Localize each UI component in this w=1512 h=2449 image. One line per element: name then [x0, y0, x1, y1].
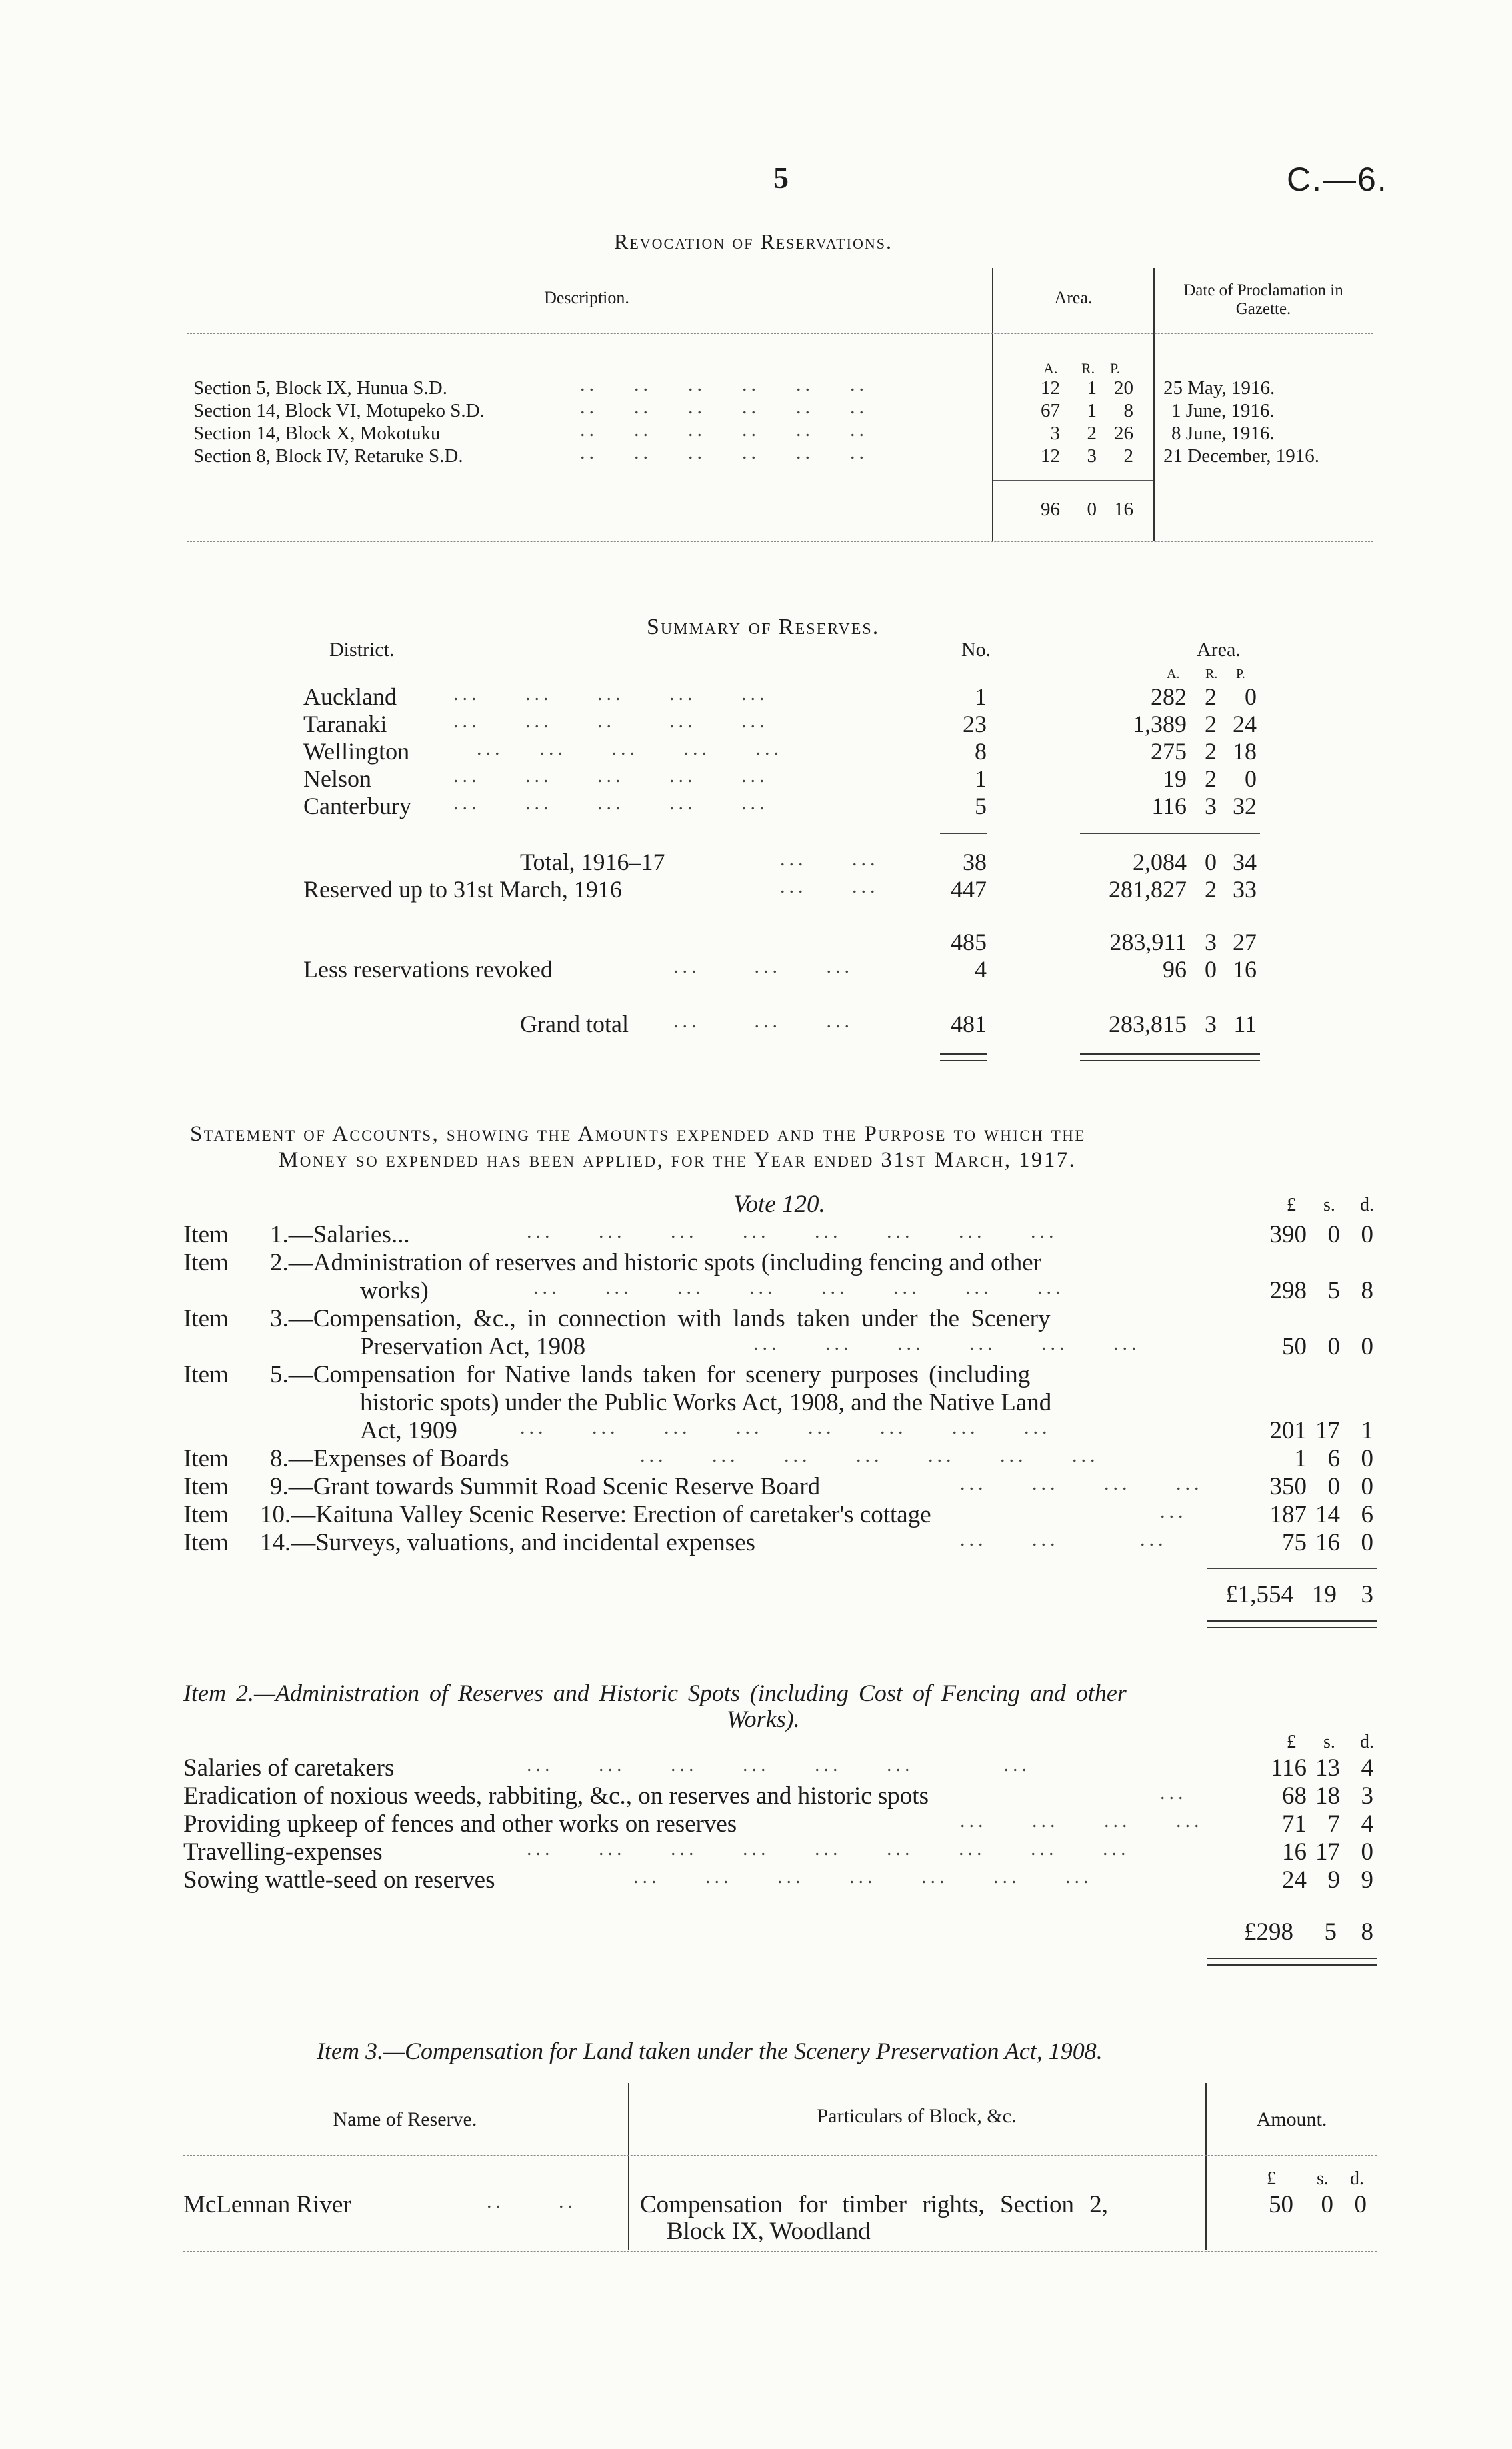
no-header: No. [961, 639, 991, 661]
expense-shillings: 13 [1315, 1754, 1340, 1782]
shillings-label: s. [1323, 1732, 1335, 1752]
item-label: Item [183, 1445, 229, 1472]
double-rule [1080, 1053, 1260, 1055]
revoked-perches: 16 [1233, 956, 1257, 983]
row-date: 1 June, 1916. [1171, 400, 1275, 421]
total-pence: 8 [1361, 1918, 1373, 1946]
area-perches: 0 [1245, 765, 1257, 792]
double-rule [940, 1060, 987, 1061]
total-pounds: £298 [1244, 1918, 1293, 1946]
particulars-line1: Compensation for timber rights, Section 2, [640, 2191, 1108, 2218]
reserve-count: 23 [963, 711, 987, 737]
row-description: Section 5, Block IX, Hunua S.D. [193, 377, 447, 399]
item-pence: 0 [1361, 1333, 1373, 1360]
area-acres: 19 [1163, 765, 1187, 792]
reserve-count: 1 [975, 765, 987, 792]
leader-dots: ... ... .. ... ... [453, 710, 769, 732]
amount-pounds: 50 [1269, 2191, 1293, 2218]
row-description: Section 14, Block VI, Motupeko S.D. [193, 400, 485, 421]
total-count: 38 [963, 849, 987, 875]
page-number: 5 [773, 161, 789, 195]
shillings-label: s. [1317, 2168, 1329, 2189]
particulars-header: Particulars of Block, &c. [817, 2105, 1017, 2127]
area-perches: 18 [1233, 738, 1257, 765]
district-name: Wellington [303, 738, 410, 765]
total-pounds: £1,554 [1225, 1581, 1293, 1608]
row-description: Section 14, Block X, Mokotuku [193, 423, 441, 444]
column-divider [992, 268, 993, 541]
item-pounds: 1 [1294, 1445, 1307, 1472]
expense-pounds: 24 [1282, 1866, 1307, 1894]
row-acres: 12 [1041, 445, 1060, 467]
item-pounds: 298 [1269, 1277, 1307, 1304]
item-text: historic spots) under the Public Works Act, 1908, and the Native Land [360, 1389, 1052, 1416]
grand-total-roods: 3 [1205, 1011, 1217, 1037]
total-pence: 3 [1361, 1581, 1373, 1608]
revoked-label: Less reservations revoked [303, 956, 553, 983]
item-text: 9.—Grant towards Summit Road Scenic Reserve Board [270, 1473, 821, 1500]
expense-pence: 4 [1361, 1810, 1373, 1838]
area-acres: 275 [1151, 738, 1187, 765]
district-header: District. [329, 639, 395, 661]
revoked-roods: 0 [1205, 956, 1217, 983]
revoked-count: 4 [975, 956, 987, 983]
leader-dots: ... ... ... ... ... ... ... ... [520, 1416, 1051, 1438]
prior-count: 447 [951, 876, 987, 903]
summary-title: Summary of Reserves. [647, 615, 880, 639]
district-name: Taranaki [303, 711, 387, 737]
leader-dots: .. .. .. .. .. .. [580, 419, 868, 441]
leader-dots: .. .. .. .. .. .. [580, 373, 868, 395]
item-shillings: 5 [1327, 1277, 1340, 1304]
leader-dots: ... ... ... [673, 955, 853, 977]
item-shillings: 6 [1327, 1445, 1340, 1472]
row-roods: 1 [1087, 400, 1097, 421]
item-text: 14.—Surveys, valuations, and incidental expenses [260, 1529, 755, 1556]
header-rule [187, 333, 1373, 334]
prior-perches: 33 [1233, 876, 1257, 903]
document-reference: C.—6. [1287, 161, 1388, 198]
double-rule [1207, 1958, 1377, 1959]
expense-pounds: 71 [1282, 1810, 1307, 1838]
description-header: Description. [544, 288, 629, 307]
expense-pounds: 116 [1270, 1754, 1307, 1782]
total-shillings: 19 [1312, 1581, 1337, 1608]
item-label: Item [183, 1473, 229, 1500]
row-date: 25 May, 1916. [1163, 377, 1275, 399]
expense-pence: 4 [1361, 1754, 1373, 1782]
double-rule [1080, 1060, 1260, 1061]
leader-dots: ... ... ... ... ... ... ... ... [527, 1220, 1058, 1242]
leader-dots: ... ... ... ... ... [453, 792, 769, 814]
item-label: Item [183, 1305, 229, 1332]
item-pence: 1 [1361, 1417, 1373, 1444]
item-label: Item [183, 1529, 229, 1556]
leader-dots: ... ... ... [673, 1010, 853, 1032]
expense-label: Sowing wattle-seed on reserves [183, 1866, 495, 1894]
leader-dots: ... ... ... ... ... [453, 683, 769, 705]
item-pounds: 75 [1282, 1529, 1307, 1556]
total-roods: 0 [1087, 499, 1097, 520]
name-header: Name of Reserve. [333, 2108, 477, 2130]
leader-dots: ... ... ... ... [960, 1472, 1203, 1494]
grand-total-perches: 11 [1233, 1011, 1257, 1037]
double-rule [1207, 1620, 1377, 1622]
pounds-label: £ [1287, 1732, 1296, 1752]
leader-dots: ... ... ... ... ... ... ... [633, 1866, 1093, 1888]
district-name: Nelson [303, 765, 371, 792]
double-rule [940, 1053, 987, 1055]
leader-dots: ... ... ... ... [960, 1810, 1203, 1832]
leader-dots: .. .. .. .. .. .. [580, 396, 868, 418]
area-acres: 1,389 [1133, 711, 1187, 737]
statement-title-line2: Money so expended has been applied, for the Year ended 31st March, 1917. [279, 1148, 1077, 1172]
expense-pounds: 68 [1282, 1782, 1307, 1810]
area-header: Area. [1054, 288, 1093, 307]
reserve-count: 1 [975, 683, 987, 710]
area-acres: 116 [1151, 793, 1187, 819]
item-text: Preservation Act, 1908 [360, 1333, 586, 1360]
row-acres: 67 [1041, 400, 1060, 421]
reserve-count: 8 [975, 738, 987, 765]
row-acres: 12 [1041, 377, 1060, 399]
item-shillings: 0 [1327, 1333, 1340, 1360]
expense-pounds: 16 [1282, 1838, 1307, 1866]
particulars-line2: Block IX, Woodland [667, 2218, 871, 2245]
unit-r: R. [1081, 360, 1095, 377]
leader-dots: ... ... ... ... ... ... ... ... ... [527, 1838, 1130, 1860]
item-text: works) [360, 1277, 429, 1304]
total-roods: 0 [1205, 849, 1217, 875]
item-pence: 0 [1361, 1529, 1373, 1556]
row-perches: 20 [1114, 377, 1133, 399]
subtotal-perches: 27 [1233, 929, 1257, 955]
pounds-label: £ [1287, 1195, 1296, 1215]
area-header: Area. [1197, 639, 1241, 661]
district-name: Auckland [303, 683, 397, 710]
pounds-label: £ [1267, 2168, 1276, 2189]
item-label: Item [183, 1361, 229, 1388]
area-roods: 2 [1205, 765, 1217, 792]
total-shillings: 5 [1324, 1918, 1337, 1946]
area-perches: 0 [1245, 683, 1257, 710]
subtotal-rule [940, 833, 987, 834]
total-rule [1207, 1568, 1377, 1569]
item-shillings: 17 [1315, 1417, 1340, 1444]
prior-label: Reserved up to 31st March, 1916 [303, 876, 622, 903]
area-roods: 2 [1205, 683, 1217, 710]
table-bottom-rule [187, 541, 1373, 542]
item-pence: 0 [1361, 1221, 1373, 1248]
item2-title-line1: Item 2.—Administration of Reserves and Historic Spots (including Cost of Fencing and other [183, 1680, 1127, 1706]
item-shillings: 14 [1315, 1501, 1340, 1528]
item-label: Item [183, 1501, 229, 1528]
pence-label: d. [1350, 2168, 1364, 2189]
leader-dots: ... ... [780, 875, 879, 897]
item-pounds: 350 [1269, 1473, 1307, 1500]
district-name: Canterbury [303, 793, 411, 819]
expense-shillings: 18 [1315, 1782, 1340, 1810]
subtotal-rule [1080, 833, 1260, 834]
grand-total-acres: 283,815 [1109, 1011, 1187, 1037]
item2-title-line2: Works). [727, 1706, 800, 1732]
expense-shillings: 7 [1327, 1810, 1340, 1838]
leader-dots: .. .. .. .. .. .. [580, 441, 868, 463]
reserve-count: 5 [975, 793, 987, 819]
item-pounds: 50 [1282, 1333, 1307, 1360]
unit-r: R. [1205, 667, 1218, 681]
item-pence: 0 [1361, 1445, 1373, 1472]
item-pence: 0 [1361, 1473, 1373, 1500]
item-pence: 8 [1361, 1277, 1373, 1304]
expense-pence: 3 [1361, 1782, 1373, 1810]
leader-dots: ... ... ... [960, 1528, 1167, 1550]
leader-dots: ... ... ... ... ... ... ... ... [533, 1276, 1065, 1298]
row-roods: 1 [1087, 377, 1097, 399]
total-perches: 34 [1233, 849, 1257, 875]
total-acres: 96 [1041, 499, 1060, 520]
amount-header: Amount. [1256, 2108, 1327, 2130]
total-perches: 16 [1114, 499, 1133, 520]
unit-a: A. [1167, 667, 1180, 681]
double-rule [1207, 1964, 1377, 1966]
item-pence: 6 [1361, 1501, 1373, 1528]
leader-dots: .. .. [487, 2190, 577, 2212]
expense-label: Travelling-expenses [183, 1838, 383, 1866]
item-text: 1.—Salaries... [270, 1221, 410, 1248]
item-label: Item [183, 1249, 229, 1276]
total-acres: 2,084 [1133, 849, 1187, 875]
item-text: 10.—Kaituna Valley Scenic Reserve: Erection of caretaker's cottage [260, 1501, 931, 1528]
item-text: Act, 1909 [360, 1417, 457, 1444]
table-bottom-rule [183, 2251, 1377, 2252]
item-text: 3.—Compensation, &c., in connection with lands taken under the Scenery [270, 1305, 1051, 1332]
reserve-name: McLennan River [183, 2191, 351, 2218]
expense-pence: 0 [1361, 1838, 1373, 1866]
item-text: 5.—Compensation for Native lands taken for scenery purposes (including [270, 1361, 1031, 1388]
item-pounds: 187 [1269, 1501, 1307, 1528]
unit-p: P. [1236, 667, 1245, 681]
row-perches: 8 [1123, 400, 1133, 421]
subtotal-roods: 3 [1205, 929, 1217, 955]
item-shillings: 16 [1315, 1529, 1340, 1556]
expense-shillings: 9 [1327, 1866, 1340, 1894]
revocation-title: Revocation of Reservations. [614, 229, 893, 253]
leader-dots: ... ... ... ... ... ... ... [527, 1754, 1031, 1776]
statement-title-line1: Statement of Accounts, showing the Amounts expended and the Purpose to which the [190, 1122, 1086, 1146]
row-roods: 3 [1087, 445, 1097, 467]
unit-p: P. [1110, 360, 1121, 377]
prior-acres: 281,827 [1109, 876, 1187, 903]
area-acres: 282 [1151, 683, 1187, 710]
total-rule [993, 480, 1153, 481]
leader-dots: ... ... ... ... ... ... ... [640, 1444, 1099, 1466]
double-rule [1207, 1627, 1377, 1628]
leader-dots: ... ... ... ... ... ... [753, 1332, 1141, 1354]
leader-dots: ... [1160, 1782, 1187, 1804]
expense-label: Providing upkeep of fences and other works on reserves [183, 1810, 737, 1838]
leader-dots: ... ... ... ... ... [477, 737, 783, 759]
prior-roods: 2 [1205, 876, 1217, 903]
row-date: 8 June, 1916. [1171, 423, 1275, 444]
vote-heading: Vote 120. [733, 1191, 825, 1218]
item-shillings: 0 [1327, 1473, 1340, 1500]
area-perches: 24 [1233, 711, 1257, 737]
amount-pence: 0 [1354, 2191, 1367, 2218]
row-perches: 26 [1114, 423, 1133, 444]
area-roods: 2 [1205, 738, 1217, 765]
pence-label: d. [1360, 1732, 1374, 1752]
area-roods: 3 [1205, 793, 1217, 819]
grand-total-label: Grand total [520, 1011, 629, 1037]
date-header: Date of Proclamation in Gazette. [1183, 281, 1343, 318]
expense-pence: 9 [1361, 1866, 1373, 1894]
item-label: Item [183, 1221, 229, 1248]
amount-shillings: 0 [1321, 2191, 1333, 2218]
item-pounds: 201 [1269, 1417, 1307, 1444]
expense-shillings: 17 [1315, 1838, 1340, 1866]
row-description: Section 8, Block IV, Retaruke S.D. [193, 445, 463, 467]
grand-total-count: 481 [951, 1011, 987, 1037]
area-roods: 2 [1205, 711, 1217, 737]
total-label: Total, 1916–17 [520, 849, 665, 875]
expense-label: Eradication of noxious weeds, rabbiting, &c., on reserves and historic spots [183, 1782, 929, 1810]
row-perches: 2 [1123, 445, 1133, 467]
column-divider [628, 2083, 629, 2250]
unit-a: A. [1043, 360, 1058, 377]
area-perches: 32 [1233, 793, 1257, 819]
item3-title: Item 3.—Compensation for Land taken under the Scenery Preservation Act, 1908. [317, 2038, 1103, 2064]
item-text: 8.—Expenses of Boards [270, 1445, 509, 1472]
row-acres: 3 [1050, 423, 1060, 444]
revoked-acres: 96 [1163, 956, 1187, 983]
column-divider [1153, 268, 1155, 541]
row-roods: 2 [1087, 423, 1097, 444]
subtotal-count: 485 [951, 929, 987, 955]
leader-dots: ... [1160, 1500, 1187, 1522]
item-pounds: 390 [1269, 1221, 1307, 1248]
shillings-label: s. [1323, 1195, 1335, 1215]
header-rule [183, 2155, 1377, 2156]
leader-dots: ... ... ... ... ... [453, 765, 769, 787]
leader-dots: ... ... [780, 848, 879, 870]
row-date: 21 December, 1916. [1163, 445, 1319, 467]
pence-label: d. [1360, 1195, 1374, 1215]
expense-label: Salaries of caretakers [183, 1754, 395, 1782]
item-text: 2.—Administration of reserves and historic spots (including fencing and other [270, 1249, 1042, 1276]
item-shillings: 0 [1327, 1221, 1340, 1248]
subtotal-acres: 283,911 [1109, 929, 1187, 955]
